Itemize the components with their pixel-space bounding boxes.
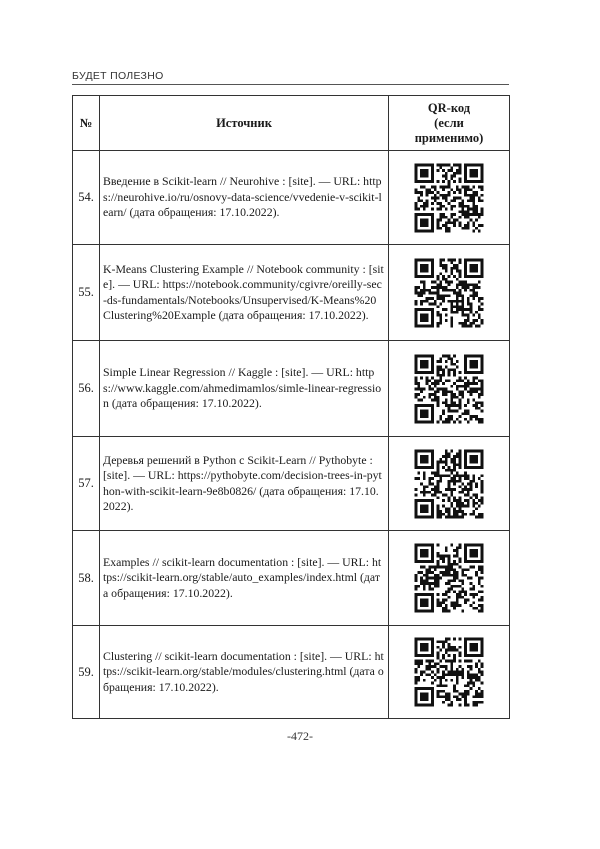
source-citation: Clustering // scikit-learn documentation : [site]. — URL: https://scikit-learn.org/stable/modules/clustering.html (дата обращения: 17.10.2022). — [100, 626, 389, 719]
source-citation: K-Means Clustering Example // Notebook community : [site]. — URL: https://notebook.community/cgivre/oreilly-sec-ds-fundamentals/Notebooks/Unsupervised/K-Means%20Clustering%20Example (дата обращения: 17.10.2022). — [100, 245, 389, 341]
column-header-source: Источник — [100, 96, 389, 151]
table-row — [73, 151, 510, 245]
row-number: 59. — [73, 626, 100, 719]
row-number: 58. — [73, 531, 100, 626]
table-header-row — [73, 96, 510, 151]
table-row — [73, 437, 510, 531]
source-citation: Simple Linear Regression // Kaggle : [site]. — URL: https://www.kaggle.com/ahmedimamlos/simle-linear-regression (дата обращения: 17.10.2022). — [100, 341, 389, 437]
column-header-number: № — [73, 96, 100, 151]
sources-table — [72, 95, 510, 719]
page-number: -472- — [287, 729, 313, 743]
source-citation: Введение в Scikit-learn // Neurohive : [site]. — URL: https://neurohive.io/ru/osnovy-data-science/vvedenie-v-scikit-learn/ (дата обращения: 17.10.2022). — [100, 151, 389, 245]
source-citation: Деревья решений в Python с Scikit-Learn // Pythobyte : [site]. — URL: https://pythobyte.com/decision-trees-in-python-with-scikit-learn-9e8b0826/ (дата обращения: 17.10.2022). — [100, 437, 389, 531]
table-row — [73, 531, 510, 626]
qr-code-icon[interactable] — [409, 632, 489, 712]
running-header: БУДЕТ ПОЛЕЗНО — [72, 70, 164, 82]
qr-code-icon[interactable] — [409, 349, 489, 429]
column-header-qr-line: QR-код — [427, 100, 471, 115]
row-number: 55. — [73, 245, 100, 341]
column-header-qr — [389, 96, 510, 151]
row-number: 54. — [73, 151, 100, 245]
qr-code-icon[interactable] — [409, 253, 489, 333]
row-number: 56. — [73, 341, 100, 437]
column-header-qr-line: применимо) — [414, 130, 484, 145]
column-header-qr-line: (если — [434, 115, 464, 130]
row-number: 57. — [73, 437, 100, 531]
qr-code-icon[interactable] — [409, 538, 489, 618]
header-rule — [72, 84, 509, 85]
table-row — [73, 626, 510, 719]
qr-code-icon[interactable] — [409, 444, 489, 524]
table-row — [73, 245, 510, 341]
table-row — [73, 341, 510, 437]
qr-code-icon[interactable] — [409, 158, 489, 238]
source-citation: Examples // scikit-learn documentation : [site]. — URL: https://scikit-learn.org/stable/auto_examples/index.html (дата обращения: 17.10.2022). — [100, 531, 389, 626]
